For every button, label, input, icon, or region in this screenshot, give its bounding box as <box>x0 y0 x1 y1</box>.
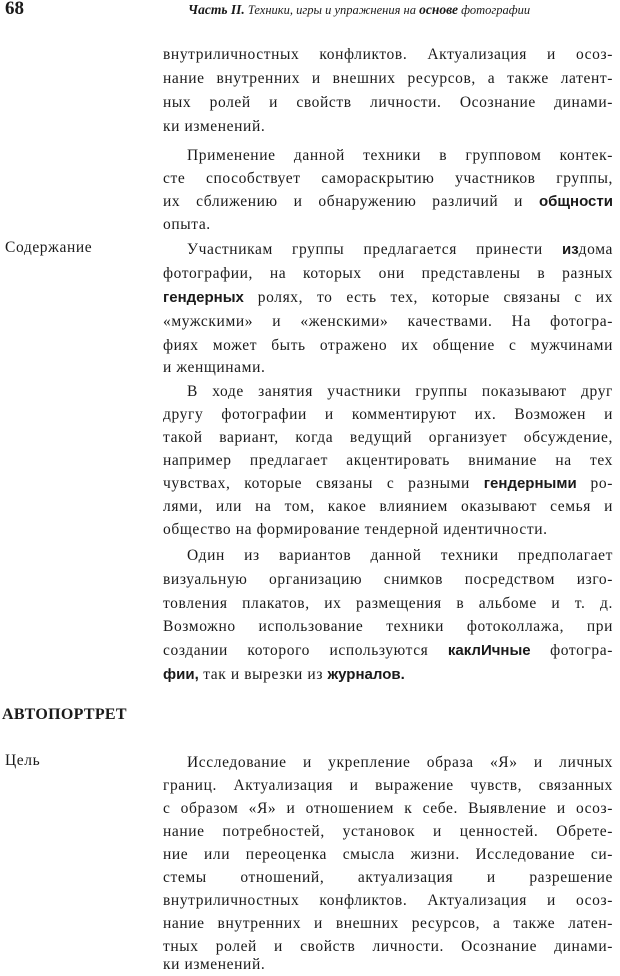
bold-word: фии, <box>163 666 199 683</box>
text-line: «мужскими» и «женскими» качествами. На фотогра- <box>163 313 613 330</box>
text-line <box>163 640 613 662</box>
text-line: опыта. <box>163 216 211 233</box>
bold-word: из <box>561 241 579 258</box>
text-line: внутриличностных конфликтов. Актуализация и осоз- <box>163 46 613 63</box>
text-line: другу фотографии и комментируют их. Возможен и <box>163 406 613 423</box>
text-line: с образом «Я» и отношением к себе. Выявление и осоз- <box>163 800 613 817</box>
text-line: сте способствует самораскрытию участников группы, <box>163 170 613 187</box>
text-line: товления плакатов, их размещения в альбоме и т. д. <box>163 595 613 612</box>
text-line <box>163 191 613 213</box>
text-segment: ролях, то есть тех, которые связаны с их <box>257 289 613 306</box>
bold-word: журналов. <box>327 666 405 683</box>
bold-word: гендерных <box>163 289 244 306</box>
text-line: нание внутренних и внешних ресурсов, а также латент- <box>163 70 613 87</box>
text-line: фиях может быть отражено их общение с мужчинами <box>163 337 613 354</box>
side-label-goal: Цель <box>5 752 41 769</box>
side-label-content: Содержание <box>5 239 93 256</box>
text-line: Применение данной техники в групповом контек- <box>187 147 613 164</box>
text-line: тных ролей и свойств личности. Осознание динами- <box>163 938 613 955</box>
running-head-title-pre: Техники, игры и упражнения на <box>247 3 416 17</box>
text-line: ки изменений. <box>163 118 266 135</box>
text-segment: ро- <box>590 475 613 492</box>
text-line: такой вариант, когда ведущий организует обсуждение, <box>163 429 613 446</box>
text-line: Исследование и укрепление образа «Я» и личных <box>187 754 613 771</box>
text-line: стемы отношений, актуализация и разрешение <box>163 869 613 886</box>
text-segment: их сближению и обнаружению различий и <box>163 193 524 210</box>
text-line: нание потребностей, установок и ценностей. Обрете- <box>163 823 613 840</box>
text-line: Один из вариантов данной техники предполагает <box>187 547 613 564</box>
text-line <box>163 664 405 686</box>
text-line: ных ролей и свойств личности. Осознание динами- <box>163 94 613 111</box>
text-line: Возможно использование техники фотоколлажа, при <box>163 618 613 635</box>
text-segment: фотогра- <box>550 642 613 659</box>
text-segment: так и вырезки из <box>203 666 324 683</box>
running-head-title-bold: основе <box>419 2 458 17</box>
text-line: внутриличностных конфликтов. Актуализация и осоз- <box>163 892 613 909</box>
bold-word: общности <box>538 193 613 210</box>
text-line: границ. Актуализация и выражение чувств, связанных <box>163 777 613 794</box>
running-head-title-post: фотографии <box>461 3 531 17</box>
text-line: и женщинами. <box>163 359 266 376</box>
page-number: 68 <box>5 0 24 19</box>
text-segment: Участникам группы предлагается принести <box>187 241 543 258</box>
running-head <box>188 2 530 18</box>
text-line: общество на формирование тендерной идентичности. <box>163 521 548 538</box>
text-line: например предлагает акцентировать внимание на тех <box>163 452 613 469</box>
text-line <box>163 473 613 495</box>
text-line: визуальную организацию снимков посредством изго- <box>163 571 613 588</box>
bold-word: гендерными <box>483 475 577 492</box>
section-heading: АВТОПОРТРЕТ <box>2 706 127 723</box>
text-line: В ходе занятия участники группы показывают друг <box>187 383 613 400</box>
text-line: ки изменений. <box>163 956 266 973</box>
text-line <box>163 287 613 309</box>
text-line: фотографии, на которых они представлены в разных <box>163 265 613 282</box>
text-line: лями, или на том, какое влиянием оказывают семья и <box>163 498 613 515</box>
text-segment: создании которого используются <box>163 642 429 659</box>
text-segment: дома <box>578 241 613 258</box>
text-line <box>187 239 613 261</box>
text-line: нание внутренних и внешних ресурсов, а также латен- <box>163 915 613 932</box>
bold-word: каклИчные <box>447 642 531 659</box>
text-line: ние или переоценка смысла жизни. Исследование си- <box>163 846 613 863</box>
text-segment: чувствах, которые связаны с разными <box>163 475 470 492</box>
running-head-part: Часть II. <box>188 2 245 17</box>
